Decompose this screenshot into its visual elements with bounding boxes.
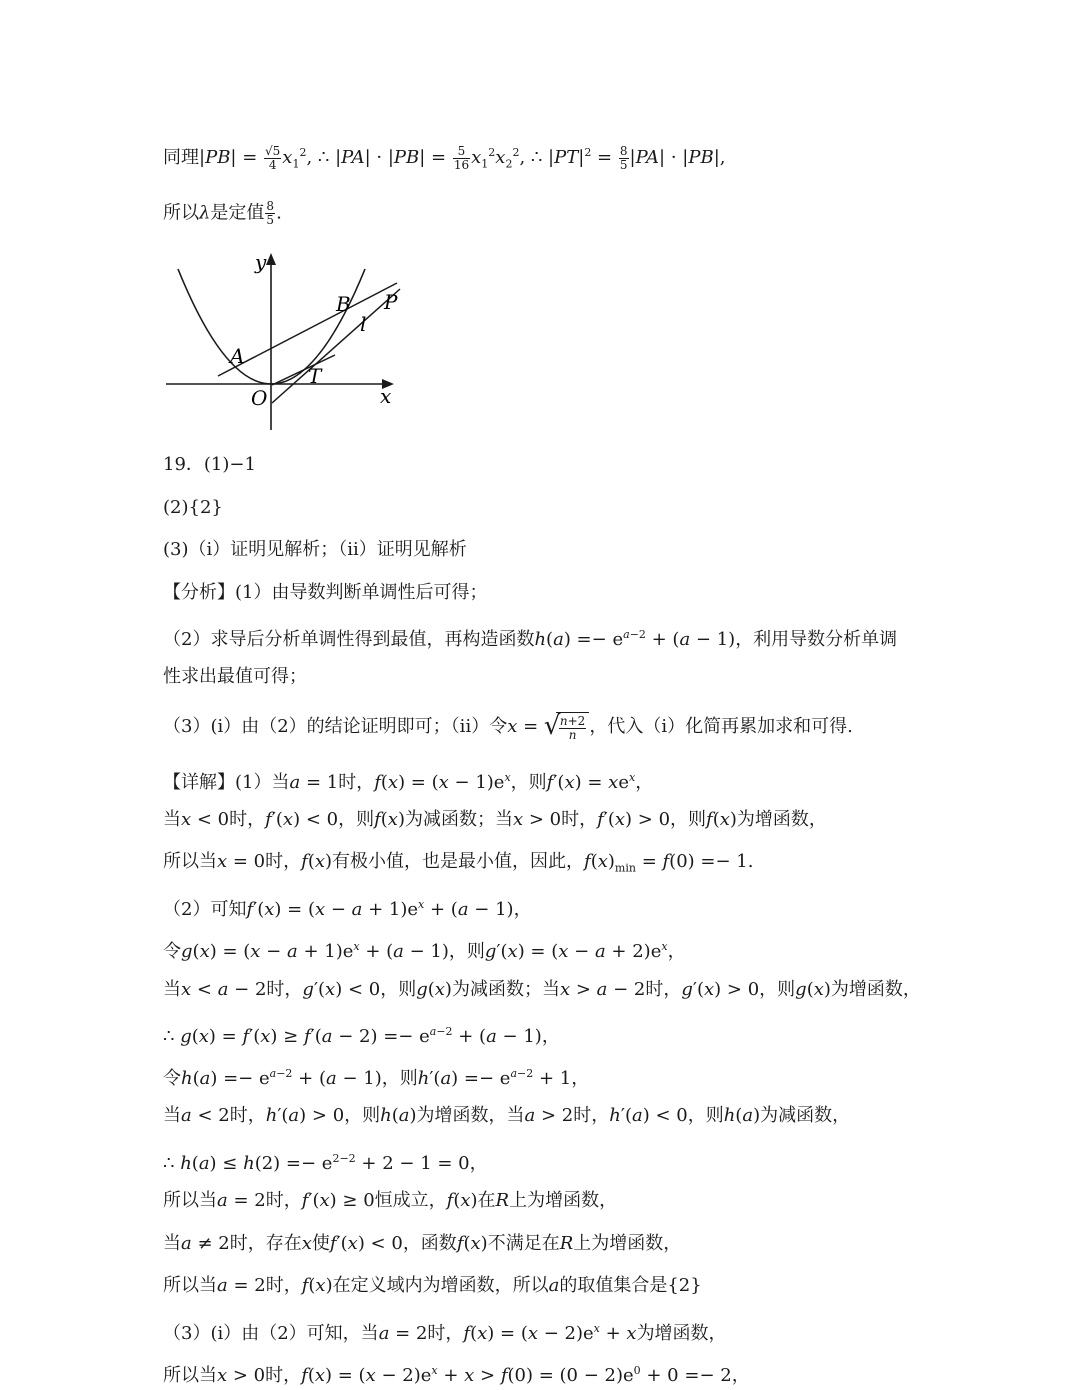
label-p: P — [384, 290, 398, 314]
label-b: B — [336, 292, 351, 316]
line-2: 所以λ是定值 $\frac{8}{5}$ . — [163, 199, 282, 227]
label-a: A — [230, 344, 245, 368]
line-4: (2){2} — [163, 497, 223, 518]
line-7: （2）求导后分析单调性得到最值，再构造函数$h(a) =- e^{a-2} + (a - 1)$，利用导数分析单调 — [163, 628, 898, 650]
line-23: （3）(i）由（2）可知，当a = 2时，$f(x) = (x - 2)e^x + x$为增函数， — [163, 1322, 727, 1344]
line-15: 当x < a − 2时，g′(x) < 0，则g(x)为减函数；当x > a − 2时，g′(x) > 0，则g(x)为增函数， — [163, 979, 921, 1000]
line-9: （3）(i）由（2）的结论证明即可；（ii）令x = √ $\frac{n+2}{n}$ ，代入（i）化简再累加求和可得. — [163, 711, 853, 742]
label-t: T — [308, 364, 322, 388]
line-14: 令$g(x) = (x - a + 1)e^x + (a - 1)$，则$g'(x) = (x - a + 2)e^x$， — [163, 940, 686, 962]
line-17: 令$h(a) =- e^{a-2} + (a - 1)$，则$h'(a) =- e^{a-2} + 1$， — [163, 1067, 590, 1089]
line-19: ∴ $h(a) \le h(2) =- e^{2-2} + 2 - 1 = 0$， — [163, 1152, 488, 1174]
line-21: 当a ≠ 2时，存在x使f′(x) < 0，函数f(x)不满足在R上为增函数， — [163, 1233, 682, 1254]
line-12: 所以当x = 0时，f(x)有极小值，也是最小值，因此，$f(x)_{min} = f(0) =- 1$. — [163, 851, 754, 875]
line-13: （2）可知$f'(x) = (x - a + 1)e^x + (a - 1)$， — [163, 898, 532, 920]
label-y: y — [255, 250, 267, 274]
label-x: x — [380, 384, 392, 408]
y-axis-arrow — [266, 253, 276, 265]
line-11: 当x < 0时，f′(x) < 0，则f(x)为减函数；当x > 0时，f′(x) > 0，则f(x)为增函数， — [163, 809, 827, 830]
line-16: ∴ $g(x) = f'(x) \ge f'(a - 2) =- e^{a-2} + (a - 1)$， — [163, 1025, 560, 1047]
line-6: 【分析】(1）由导数判断单调性后可得； — [163, 582, 488, 603]
tangent-at-t — [272, 355, 335, 385]
line-22: 所以当a = 2时，f(x)在定义域内为增函数，所以a的取值集合是{2} — [163, 1275, 702, 1296]
line-3: 19．(1)−1 — [163, 454, 256, 475]
label-o: O — [251, 386, 268, 410]
secant-line-ab — [218, 283, 397, 376]
parabola-figure — [160, 245, 410, 435]
line-20: 所以当a = 2时，f′(x) ≥ 0恒成立，f(x)在R上为增函数， — [163, 1190, 618, 1211]
line-10: 【详解】(1）当a = 1时，$f(x) = (x - 1)e^x$，则$f'(x) = xe^x$， — [163, 771, 654, 793]
line-text: 同理|PB| = $\frac{√5}{4}$ $x_1^2$, ∴ |PA| · |PB| = $\frac{5}{16}$ $x_1^2x_2^2$, ∴ $|PT|^2$ = $\frac{8}{5}$ |PA| · |PB|, — [163, 143, 726, 172]
line-5: (3)（i）证明见解析；（ii）证明见解析 — [163, 539, 467, 560]
line-1 — [163, 140, 725, 178]
line-24: 所以当x > 0时，$f(x) = (x - 2)e^x + x > f(0) = (0 - 2)e^0 + 0 =- 2$， — [163, 1364, 750, 1386]
label-l: l — [360, 312, 367, 336]
line-8: 性求出最值可得； — [163, 666, 307, 687]
line-18: 当a < 2时，h′(a) > 0，则h(a)为增函数，当a > 2时，h′(a) < 0，则h(a)为减函数， — [163, 1105, 851, 1126]
